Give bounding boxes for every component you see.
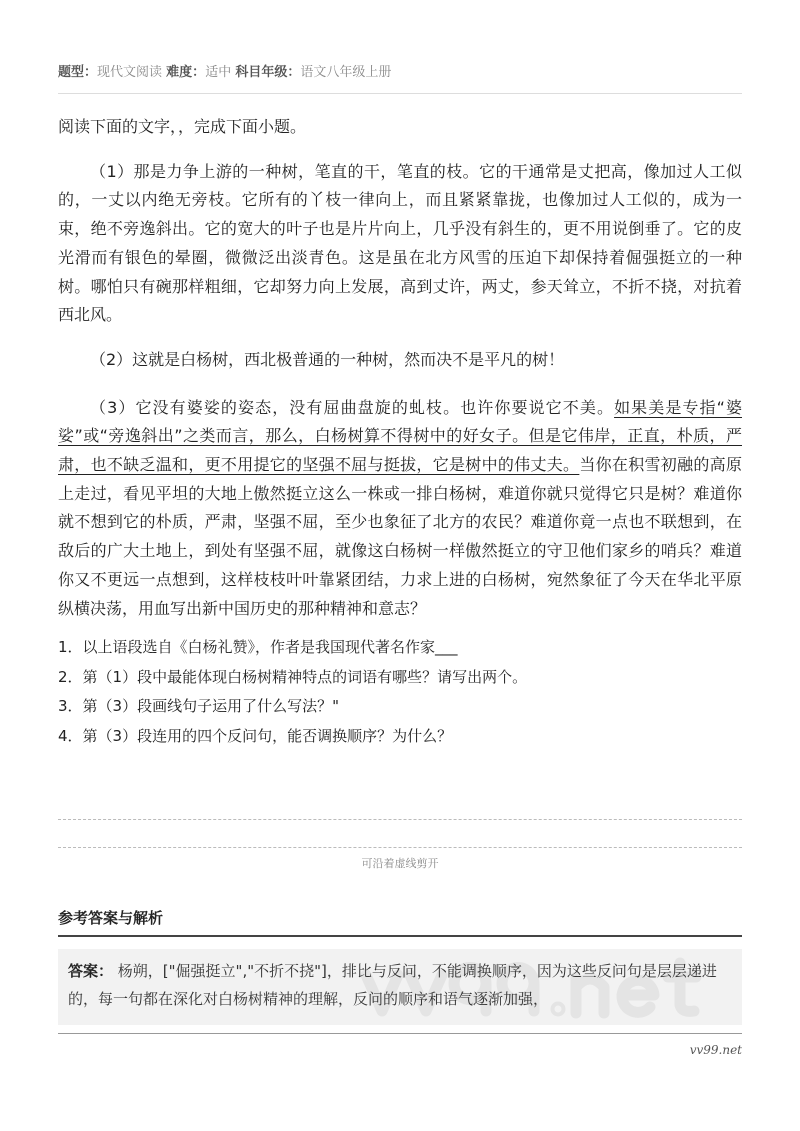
difficulty-value: 适中 (205, 65, 232, 80)
intro-text: 阅读下面的文字，，完成下面小题。 (58, 117, 307, 136)
answer-label: 答案： (68, 962, 114, 981)
type-value: 现代文阅读 (97, 65, 163, 80)
question-2: 2．第（1）段中最能体现白杨树精神特点的词语有哪些？请写出两个。 (58, 667, 528, 686)
question-meta (58, 63, 742, 83)
answer-box (58, 949, 742, 1025)
paragraph-3-post: 当你在积雪初融的高原上走过，看见平坦的大地上傲然挺立这么一株或一排白杨树，难道你就只觉得它只是树？难道你就不想到它的朴质，严肃，坚强不屈，至少也象征了北方的农民？难道你竟一点也不联想到，在敌后的广大土地上，到处有坚强不屈，就像这白杨树一样傲然挺立的守卫他们家乡的哨兵？难道你又不更远一点想到，这样枝枝叶叶靠紧团结，力求上进的白杨树，宛然象征了今天在华北平原纵横决荡，用血写出新中国历史的那种精神和意志？ (58, 455, 742, 618)
paragraph-1: （1）那是力争上游的一种树，笔直的干，笔直的枝。它的干通常是丈把高，像加过人工似的，一丈以内绝无旁枝。它所有的丫枝一律向上，而且紧紧靠拢，也像加过人工似的，成为一束，绝不旁逸斜出。它的宽大的叶子也是片片向上，几乎没有斜生的，更不用说倒垂了。它的皮光滑而有银色的晕圈，微微泛出淡青色。这是虽在北方风雪的压迫下却保持着倔强挺立的一种树。哪怕只有碗那样粗细，它却努力向上发展，高到丈许，两丈，参天耸立，不折不挠，对抗着西北风。 (58, 161, 742, 325)
paragraph-3 (58, 394, 742, 624)
answer-heading: 参考答案与解析 (58, 909, 164, 928)
footer-divider (58, 1033, 742, 1034)
paragraph-2: （2）这就是白杨树，西北极普通的一种树，然而决不是平凡的树！ (90, 349, 565, 369)
answer-text: 杨朔，["倔强挺立","不折不挠"]，排比与反问，不能调换顺序，因为这些反问句是层层递进的，每一句都在深化对白杨树精神的理解，反问的顺序和语气逐渐加强， (68, 962, 717, 1009)
question-1: 1．以上语段选自《白杨礼赞》，作者是我国现代著名作家___ (58, 638, 458, 657)
paragraph-3-pre: （3）它没有婆娑的姿态，没有屈曲盘旋的虬枝。也许你要说它不美。 (90, 397, 615, 417)
site-name: vv99.net (689, 1043, 742, 1058)
subject-value: 语文八年级上册 (300, 65, 392, 80)
question-3: 3．第（3）段画线句子运用了什么写法？" (58, 697, 339, 716)
difficulty-label: 难度： (166, 65, 206, 80)
subject-label: 科目年级： (235, 65, 301, 80)
dashed-line (58, 819, 742, 820)
cut-line (58, 847, 742, 848)
header-divider (58, 93, 742, 94)
question-list (58, 633, 742, 751)
question-4: 4．第（3）段连用的四个反问句，能否调换顺序？为什么？ (58, 726, 453, 745)
cut-hint: 可沿着虚线剪开 (361, 857, 439, 871)
underlined-sentence: 如果美是专指“婆娑”或“旁逸斜出”之类而言，那么，白杨树算不得树中的好女子。但是它伟岸，正直，朴质，严肃，也不缺乏温和，更不用提它的坚强不屈与挺拔，它是树中的伟丈夫。 (58, 397, 742, 475)
answer-divider (58, 935, 742, 937)
type-label: 题型： (58, 65, 98, 80)
